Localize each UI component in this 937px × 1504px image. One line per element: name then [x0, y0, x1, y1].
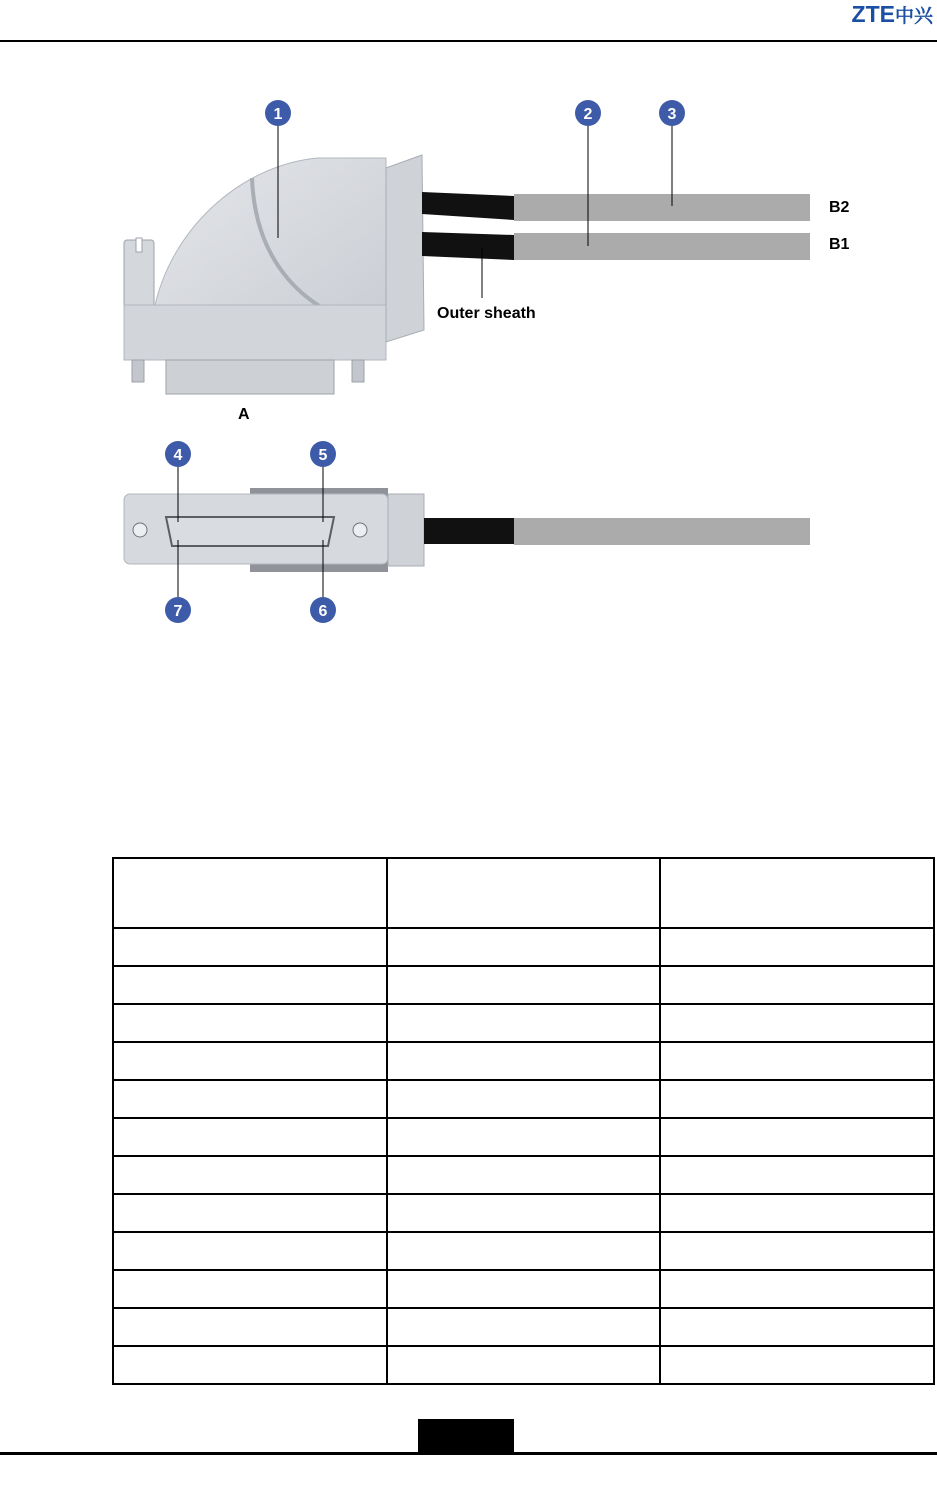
- table-row: [113, 1118, 934, 1156]
- table-cell: [113, 1080, 387, 1118]
- table-cell: [387, 1118, 660, 1156]
- table-cell: [660, 1042, 934, 1080]
- table-cell: [387, 1346, 660, 1384]
- callout-4-label: 4: [173, 447, 183, 464]
- table-cell: [387, 1232, 660, 1270]
- callout-6-label: 6: [318, 603, 328, 620]
- right-screw-hole: [353, 523, 367, 537]
- table-cell: [113, 1232, 387, 1270]
- table-row: [113, 1004, 934, 1042]
- table-cell: [660, 1346, 934, 1384]
- table-row: [113, 1194, 934, 1232]
- table-cell: [387, 1194, 660, 1232]
- callout-2-label: 2: [583, 106, 593, 123]
- footer-rule: [0, 1452, 937, 1455]
- table-row: [113, 1156, 934, 1194]
- cable-b2-grey: [514, 194, 810, 221]
- table-row: [113, 1042, 934, 1080]
- table-row: [113, 966, 934, 1004]
- table-cell: [660, 1232, 934, 1270]
- table-cell: [113, 1270, 387, 1308]
- table-cell: [660, 1156, 934, 1194]
- table-cell: [387, 966, 660, 1004]
- callout-5-label: 5: [318, 447, 328, 464]
- table-cell: [387, 1156, 660, 1194]
- connector-base: [124, 305, 386, 360]
- screw-slot: [136, 238, 142, 252]
- table-cell: [387, 1308, 660, 1346]
- logo-cjk: 中兴: [894, 6, 933, 27]
- connector-a-side-view: [124, 126, 810, 394]
- table-row: [113, 928, 934, 966]
- table-cell: [660, 1308, 934, 1346]
- page-number-box: [418, 1419, 514, 1453]
- table-row: [113, 1270, 934, 1308]
- table-cell: [113, 1118, 387, 1156]
- callout-3: [659, 100, 685, 126]
- zte-logo: [852, 1, 933, 28]
- table-cell: [113, 966, 387, 1004]
- table-cell: [387, 1004, 660, 1042]
- table-cell: [113, 1156, 387, 1194]
- contact-block: [166, 360, 334, 394]
- right-foot: [352, 360, 364, 382]
- table-cell: [113, 1308, 387, 1346]
- table-header-cell: [387, 858, 660, 928]
- callout-7-label: 7: [173, 603, 183, 620]
- cable-b2-black: [422, 192, 514, 220]
- table-cell: [113, 1346, 387, 1384]
- table-cell: [660, 1080, 934, 1118]
- table-header-cell: [660, 858, 934, 928]
- table-cell: [113, 1042, 387, 1080]
- cable-figure: [0, 80, 937, 640]
- table-header-cell: [113, 858, 387, 928]
- callout-3-label: 3: [667, 106, 677, 123]
- table-cell: [387, 1042, 660, 1080]
- cable-b1-black: [422, 232, 514, 260]
- label-a: A: [238, 406, 250, 423]
- table-header-row: [113, 858, 934, 928]
- front-cable-grey: [514, 518, 810, 545]
- front-boot: [388, 494, 424, 566]
- label-b2: B2: [829, 199, 850, 216]
- table-cell: [660, 1194, 934, 1232]
- table-cell: [660, 1118, 934, 1156]
- table-cell: [387, 1270, 660, 1308]
- table-cell: [660, 966, 934, 1004]
- label-outer-sheath: Outer sheath: [437, 305, 536, 322]
- header-rule: [0, 40, 937, 42]
- table-cell: [660, 1270, 934, 1308]
- callout-2: [575, 100, 601, 126]
- label-b1: B1: [829, 236, 850, 253]
- logo-latin: ZTE: [851, 1, 895, 27]
- callout-7: [165, 597, 191, 623]
- callout-5: [310, 441, 336, 467]
- table-row: [113, 1308, 934, 1346]
- table-row: [113, 1080, 934, 1118]
- table-cell: [660, 1004, 934, 1042]
- callout-4: [165, 441, 191, 467]
- callout-1: [265, 100, 291, 126]
- left-foot: [132, 360, 144, 382]
- front-cable-black: [424, 518, 514, 544]
- callout-1-label: 1: [273, 106, 283, 123]
- table-cell: [113, 1194, 387, 1232]
- cable-b1-grey: [514, 233, 810, 260]
- table-cell: [387, 928, 660, 966]
- cable-spec-table: [112, 857, 935, 1385]
- table-row: [113, 1346, 934, 1384]
- table-row: [113, 1232, 934, 1270]
- d-sub-face: [166, 517, 334, 546]
- table-cell: [113, 928, 387, 966]
- table-cell: [660, 928, 934, 966]
- callout-6: [310, 597, 336, 623]
- table-cell: [387, 1080, 660, 1118]
- cable-boot: [386, 155, 424, 342]
- left-screw-hole: [133, 523, 147, 537]
- connector-front-view: [124, 466, 810, 598]
- table-cell: [113, 1004, 387, 1042]
